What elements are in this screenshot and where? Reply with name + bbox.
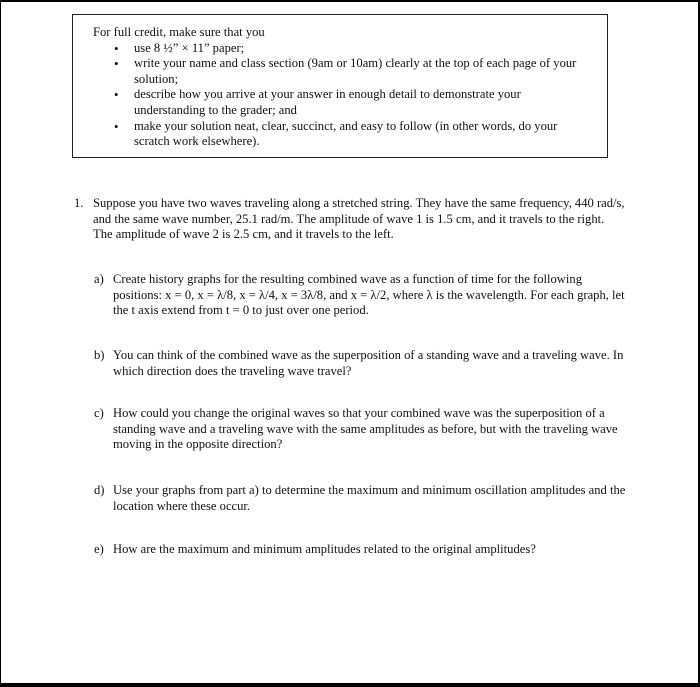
instruction-item bbox=[93, 87, 584, 118]
problem-number: 1. bbox=[74, 196, 84, 210]
part-letter: d) bbox=[94, 483, 105, 497]
instructions-box bbox=[72, 14, 608, 158]
part-letter: e) bbox=[94, 542, 104, 556]
part-question: How are the maximum and minimum amplitudes related to the original amplitudes? bbox=[113, 542, 536, 556]
bullet-icon: • bbox=[114, 118, 119, 134]
page-frame-top bbox=[0, 0, 700, 2]
instruction-text: write your name and class section (9am or 10am) clearly at the top of each page of your solution; bbox=[134, 56, 577, 86]
bullet-icon: • bbox=[114, 40, 119, 56]
part-c bbox=[94, 406, 634, 453]
part-question: You can think of the combined wave as the superposition of a standing wave and a traveling wave. In which direction does the traveling wave travel? bbox=[113, 348, 624, 378]
instruction-item bbox=[93, 56, 584, 87]
part-e bbox=[94, 542, 634, 558]
instructions-heading: For full credit, make sure that you bbox=[93, 25, 265, 39]
instruction-text: describe how you arrive at your answer in enough detail to demonstrate your understanding to the grader; and bbox=[134, 87, 521, 117]
page-frame-left bbox=[0, 0, 1, 687]
part-question: Create history graphs for the resulting combined wave as a function of time for the following positions: x = 0, x = λ/8, x = λ/4, x = 3λ/8, and x = λ/2, where λ is the wavelength. For each graph, let the t axis extend from t = 0 to just over one period. bbox=[113, 272, 625, 318]
part-a bbox=[94, 272, 634, 319]
part-question: Use your graphs from part a) to determine the maximum and minimum oscillation amplitudes and the location where these occur. bbox=[113, 483, 626, 513]
instruction-item bbox=[93, 119, 584, 150]
part-d bbox=[94, 483, 634, 514]
part-question: How could you change the original waves so that your combined wave was the superposition of a standing wave and a traveling wave with the same amplitudes as before, but with the traveling wave moving in the opposite direction? bbox=[113, 406, 618, 452]
problem-1 bbox=[74, 196, 634, 243]
instructions-list bbox=[93, 41, 607, 150]
problem-statement: Suppose you have two waves traveling along a stretched string. They have the same frequency, 440 rad/s, and the same wave number, 25.1 rad/m. The amplitude of wave 1 is 1.5 cm, and it travels to the right. The amplitude of wave 2 is 2.5 cm, and it travels to the left. bbox=[93, 196, 625, 242]
part-b bbox=[94, 348, 634, 379]
part-letter: b) bbox=[94, 348, 105, 362]
part-letter: c) bbox=[94, 406, 104, 420]
bullet-icon: • bbox=[114, 56, 119, 72]
instruction-item bbox=[93, 41, 584, 57]
instruction-text: make your solution neat, clear, succinct, and easy to follow (in other words, do your scratch work elsewhere). bbox=[134, 118, 558, 149]
bullet-icon: • bbox=[114, 87, 119, 103]
part-letter: a) bbox=[94, 272, 104, 286]
instruction-text: use 8 ½” × 11” paper; bbox=[134, 40, 245, 55]
page-frame-bottom bbox=[0, 683, 700, 687]
